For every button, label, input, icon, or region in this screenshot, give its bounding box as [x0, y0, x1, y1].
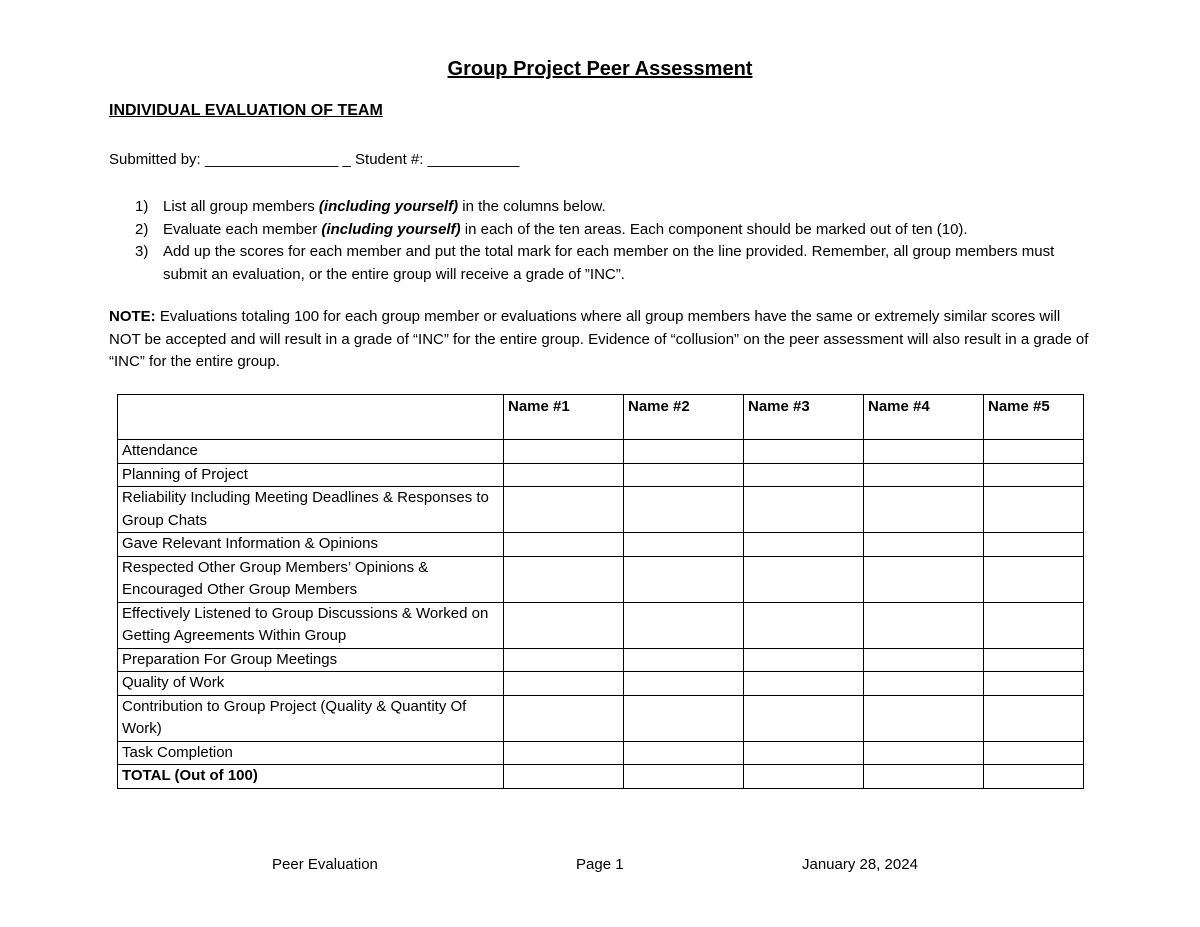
instruction-text-end: in the columns below. — [458, 198, 606, 215]
score-cell[interactable] — [984, 463, 1084, 487]
score-cell[interactable] — [504, 463, 624, 487]
score-cell[interactable] — [624, 672, 744, 696]
footer-date: January 28, 2024 — [802, 856, 918, 873]
score-cell[interactable] — [504, 602, 624, 648]
table-row — [118, 440, 1084, 464]
score-cell[interactable] — [744, 648, 864, 672]
instruction-text: Add up the scores for each member and put the total mark for each member on the line provided. Remember, all group members must submit an evaluation, or the entire group will receive a grade of ”INC”. — [163, 243, 1055, 283]
table-row — [118, 463, 1084, 487]
score-cell[interactable] — [864, 695, 984, 741]
table-header-row — [118, 395, 1084, 440]
criterion-label: Effectively Listened to Group Discussions & Worked on Getting Agreements Within Group — [118, 602, 504, 648]
criterion-label: Gave Relevant Information & Opinions — [118, 533, 504, 557]
total-cell[interactable] — [504, 765, 624, 789]
score-cell[interactable] — [984, 602, 1084, 648]
score-cell[interactable] — [624, 440, 744, 464]
note-paragraph — [109, 306, 1089, 374]
instruction-emphasis: (including yourself) — [321, 220, 461, 238]
instruction-text: List all group members — [163, 198, 319, 215]
score-cell[interactable] — [504, 556, 624, 602]
column-header-name-3: Name #3 — [744, 395, 864, 440]
total-label: TOTAL (Out of 100) — [118, 765, 504, 789]
score-cell[interactable] — [504, 695, 624, 741]
score-cell[interactable] — [864, 533, 984, 557]
column-header-name-1: Name #1 — [504, 395, 624, 440]
column-header-name-2: Name #2 — [624, 395, 744, 440]
column-header-name-4: Name #4 — [864, 395, 984, 440]
criterion-label: Preparation For Group Meetings — [118, 648, 504, 672]
score-cell[interactable] — [504, 533, 624, 557]
instruction-item — [135, 219, 1085, 242]
document-title: Group Project Peer Assessment — [447, 58, 753, 80]
score-cell[interactable] — [984, 695, 1084, 741]
total-cell[interactable] — [744, 765, 864, 789]
score-cell[interactable] — [864, 556, 984, 602]
score-cell[interactable] — [624, 487, 744, 533]
score-cell[interactable] — [504, 741, 624, 765]
instructions-list — [135, 196, 1085, 286]
instruction-emphasis: (including yourself) — [318, 198, 459, 215]
score-cell[interactable] — [744, 463, 864, 487]
score-cell[interactable] — [744, 533, 864, 557]
score-cell[interactable] — [744, 695, 864, 741]
score-cell[interactable] — [624, 463, 744, 487]
score-cell[interactable] — [624, 556, 744, 602]
score-cell[interactable] — [504, 648, 624, 672]
footer-page-number: Page 1 — [576, 856, 624, 873]
table-row — [118, 602, 1084, 648]
table-header-blank — [118, 395, 504, 440]
score-cell[interactable] — [864, 463, 984, 487]
score-cell[interactable] — [984, 533, 1084, 557]
instruction-text-end: in each of the ten areas. Each component should be marked out of ten (10). — [460, 220, 968, 238]
instruction-number: 1) — [135, 198, 149, 215]
evaluation-table — [117, 394, 1084, 789]
submitted-by-line: Submitted by: ________________ _ Student #: ___________ — [109, 151, 520, 168]
score-cell[interactable] — [744, 556, 864, 602]
score-cell[interactable] — [864, 602, 984, 648]
instruction-item — [135, 196, 1085, 219]
column-header-name-5: Name #5 — [984, 395, 1084, 440]
criterion-label: Contribution to Group Project (Quality & Quantity Of Work) — [118, 695, 504, 741]
note-label: NOTE: — [109, 308, 156, 325]
score-cell[interactable] — [624, 533, 744, 557]
score-cell[interactable] — [744, 672, 864, 696]
score-cell[interactable] — [624, 695, 744, 741]
criterion-label: Planning of Project — [118, 463, 504, 487]
criterion-label: Quality of Work — [118, 672, 504, 696]
score-cell[interactable] — [504, 487, 624, 533]
total-cell[interactable] — [984, 765, 1084, 789]
score-cell[interactable] — [864, 741, 984, 765]
score-cell[interactable] — [984, 440, 1084, 464]
score-cell[interactable] — [624, 602, 744, 648]
score-cell[interactable] — [744, 487, 864, 533]
score-cell[interactable] — [864, 672, 984, 696]
score-cell[interactable] — [864, 648, 984, 672]
table-row — [118, 672, 1084, 696]
total-cell[interactable] — [864, 765, 984, 789]
criterion-label: Attendance — [118, 440, 504, 464]
footer-document-name: Peer Evaluation — [272, 856, 378, 873]
score-cell[interactable] — [624, 648, 744, 672]
score-cell[interactable] — [504, 440, 624, 464]
score-cell[interactable] — [984, 487, 1084, 533]
table-row — [118, 648, 1084, 672]
score-cell[interactable] — [864, 487, 984, 533]
score-cell[interactable] — [984, 672, 1084, 696]
score-cell[interactable] — [984, 648, 1084, 672]
instruction-number: 3) — [135, 243, 149, 260]
table-row — [118, 533, 1084, 557]
section-heading: INDIVIDUAL EVALUATION OF TEAM — [109, 102, 383, 119]
table-row — [118, 487, 1084, 533]
score-cell[interactable] — [744, 602, 864, 648]
score-cell[interactable] — [744, 440, 864, 464]
criterion-label: Respected Other Group Members’ Opinions & Encouraged Other Group Members — [118, 556, 504, 602]
score-cell[interactable] — [744, 741, 864, 765]
score-cell[interactable] — [624, 741, 744, 765]
table-row — [118, 741, 1084, 765]
score-cell[interactable] — [504, 672, 624, 696]
note-text: Evaluations totaling 100 for each group member or evaluations where all group members have the same or extremely similar scores will NOT be accepted and will result in a grade of “INC” for the entire group. Evidence of “collusion” on the peer assessment will also result in a grade of “INC” for the entire group. — [109, 308, 1089, 370]
instruction-text: Evaluate each member — [163, 220, 322, 238]
criterion-label: Task Completion — [118, 741, 504, 765]
instruction-number: 2) — [135, 220, 149, 238]
total-row — [118, 765, 1084, 789]
table-row — [118, 695, 1084, 741]
total-cell[interactable] — [624, 765, 744, 789]
instruction-item — [135, 241, 1085, 286]
criterion-label: Reliability Including Meeting Deadlines & Responses to Group Chats — [118, 487, 504, 533]
score-cell[interactable] — [864, 440, 984, 464]
table-row — [118, 556, 1084, 602]
score-cell[interactable] — [984, 556, 1084, 602]
score-cell[interactable] — [984, 741, 1084, 765]
